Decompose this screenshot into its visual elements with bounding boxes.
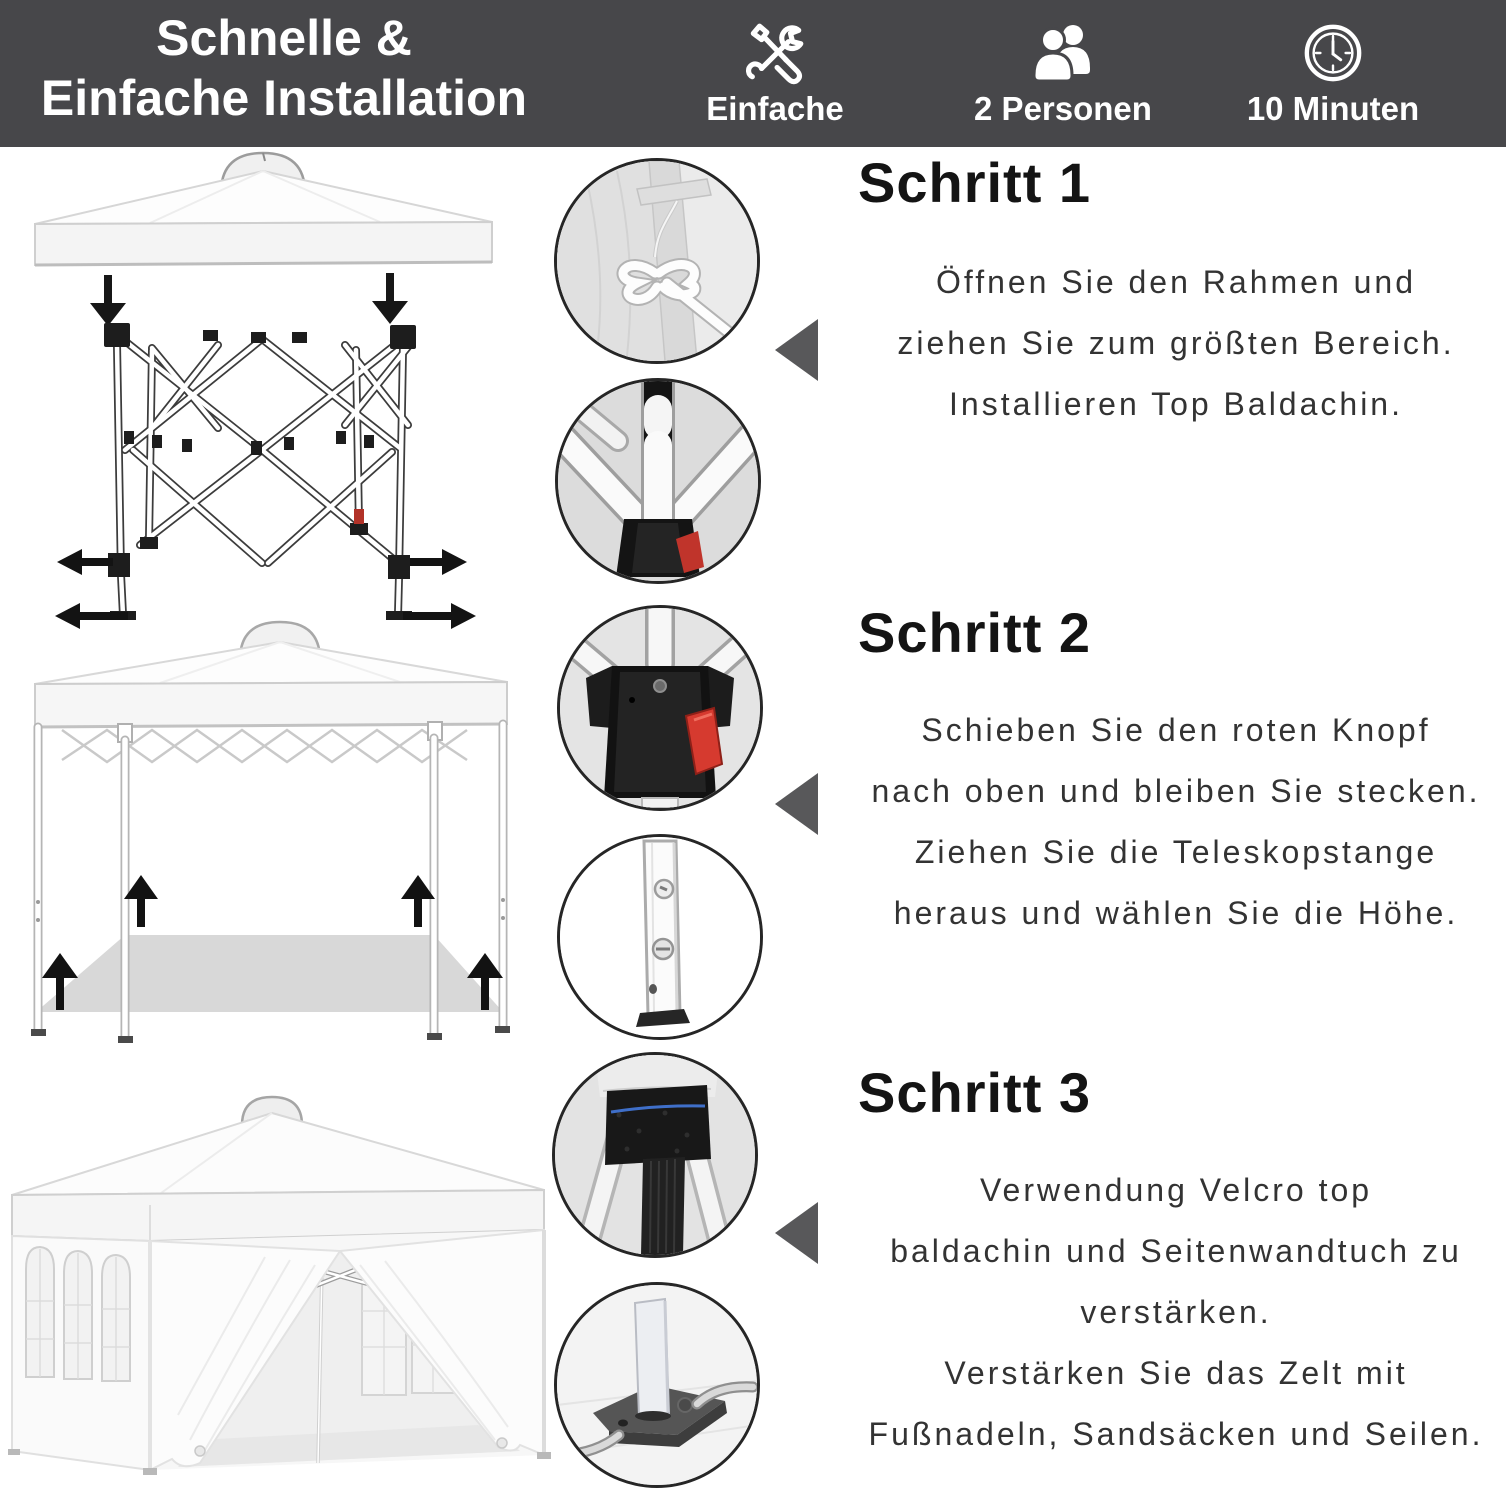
step1-line1: Öffnen Sie den Rahmen und (935, 264, 1417, 300)
step3-line3: verstärken. (1080, 1294, 1272, 1330)
feature-difficulty (660, 0, 890, 147)
step3-line4: Verstärken Sie das Zelt mit (944, 1355, 1408, 1391)
step3-line5: Fußnadeln, Sandsäcken und Seilen. (868, 1416, 1484, 1452)
step2-line1: Schieben Sie den roten Knopf (921, 712, 1431, 748)
detail-telescopic-leg-pole (557, 834, 763, 1040)
pointer-triangle-step2 (775, 773, 818, 835)
detail-canopy-corner-tie (554, 158, 760, 364)
illustration-frame-with-canopy-and-legs (0, 612, 540, 1052)
page-title (0, 8, 568, 128)
step2-line3: Ziehen Sie die Teleskopstange (914, 834, 1438, 870)
page-title-line1: Schnelle & (156, 10, 412, 66)
header-bar (0, 0, 1506, 147)
red-clip (354, 509, 364, 524)
pointer-triangle-step3 (775, 1202, 818, 1264)
feature-duration-label: 10 Minuten (1246, 90, 1420, 127)
step1-title: Schritt 1 (858, 151, 1092, 214)
illustration-complete-tent-with-sidewalls (0, 1055, 556, 1495)
feature-difficulty-label: Einfache (706, 90, 844, 127)
step3-title: Schritt 3 (858, 1061, 1092, 1124)
feature-persons-label: 2 Personen (974, 90, 1152, 127)
feature-duration (1218, 0, 1448, 147)
step3-line1: Verwendung Velcro top (979, 1172, 1373, 1208)
detail-velcro-strap (552, 1052, 758, 1258)
step2-line4: heraus und wählen Sie die Höhe. (893, 895, 1459, 931)
step1-line2: ziehen Sie zum größten Bereich. (897, 325, 1455, 361)
people-icon (948, 16, 1178, 90)
pointer-triangle-step1 (775, 319, 818, 381)
detail-red-lock-button-bracket (557, 605, 763, 811)
step2-title: Schritt 2 (858, 601, 1092, 664)
page-title-line2: Einfache Installation (40, 70, 528, 126)
illustration-canopy-over-folded-frame (0, 145, 540, 645)
velcro-strap-tail (641, 1157, 685, 1255)
step3-line2: baldachin und Seitenwandtuch zu (890, 1233, 1462, 1269)
step1-line3: Installieren Top Baldachin. (949, 386, 1403, 422)
detail-foot-plate-with-stakes (554, 1282, 760, 1488)
step2-line2: nach oben und bleiben Sie stecken. (871, 773, 1481, 809)
folded-frame (104, 323, 416, 620)
detail-frame-pole-joint (555, 378, 761, 584)
down-arrows (90, 273, 408, 326)
step1-text (846, 252, 1506, 435)
tools-icon (660, 16, 890, 90)
step2-text (846, 700, 1506, 944)
clock-icon (1218, 16, 1448, 90)
velcro-pad (605, 1085, 711, 1165)
step3-text (846, 1160, 1506, 1465)
feature-persons (948, 0, 1178, 147)
